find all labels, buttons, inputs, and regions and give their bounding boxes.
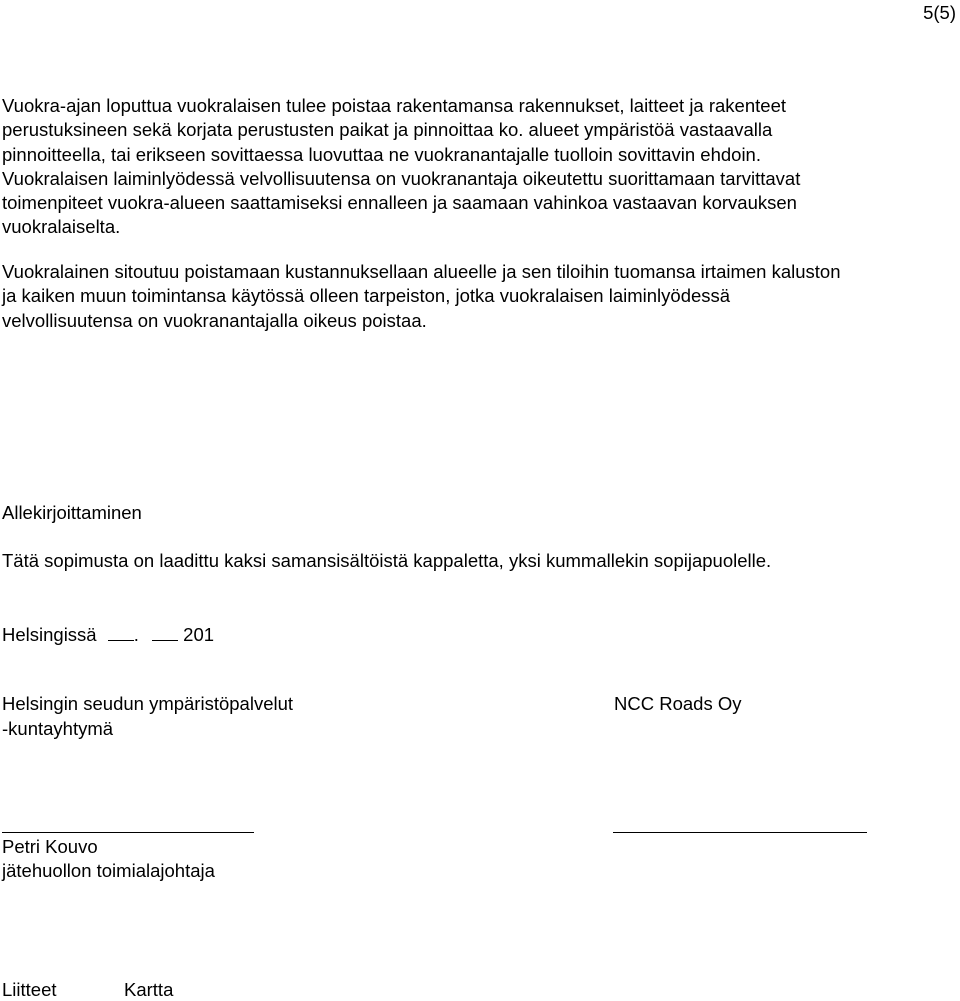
copies-statement: Tätä sopimusta on laadittu kaksi samansisältöistä kappaletta, yksi kummallekin sopijapuolelle. <box>2 550 772 571</box>
paragraph-line: toimenpiteet vuokra-alueen saattamiseksi ennalleen ja saamaan vahinkoa vastaavan korvauksen <box>2 192 797 214</box>
right-signature-line <box>613 832 867 833</box>
left-signature-line <box>2 832 254 833</box>
year-prefix: 201 <box>183 624 215 645</box>
day-blank <box>108 622 134 641</box>
place-date-line <box>2 622 214 646</box>
month-blank <box>152 622 178 641</box>
right-party-name: NCC Roads Oy <box>614 693 742 714</box>
page-number: 5(5) <box>923 2 956 23</box>
paragraph-line: Vuokra-ajan loputtua vuokralaisen tulee poistaa rakentamansa rakennukset, laitteet ja rakenteet <box>2 95 786 116</box>
paragraph-line: vuokralaiselta. <box>2 216 121 238</box>
left-party-name-line2: -kuntayhtymä <box>2 718 114 739</box>
place-label: Helsingissä <box>2 624 97 645</box>
paragraph-line: velvollisuutensa on vuokranantajalla oikeus poistaa. <box>2 309 427 331</box>
attachment-item: Kartta <box>124 979 174 1000</box>
removal-obligation-paragraph <box>2 94 947 240</box>
left-signer-name: Petri Kouvo <box>2 836 98 857</box>
paragraph-line: ja kaiken muun toimintansa käytössä olleen tarpeiston, jotka vuokralaisen laiminlyödessä <box>2 285 731 307</box>
paragraph-line: Vuokralaisen laiminlyödessä velvollisuutensa on vuokranantaja oikeutettu suorittamaan tarvittavat <box>2 167 801 189</box>
paragraph-line: Vuokralainen sitoutuu poistamaan kustannuksellaan alueelle ja sen tiloihin tuomansa irtaimen kaluston <box>2 261 841 282</box>
attachments-label: Liitteet <box>2 979 57 1000</box>
left-signer-title: jätehuollon toimialajohtaja <box>2 860 215 881</box>
signing-heading: Allekirjoittaminen <box>2 502 142 523</box>
date-separator: . <box>133 624 139 645</box>
paragraph-line: pinnoitteella, tai erikseen sovittaessa luovuttaa ne vuokranantajalle tuolloin sovittavin ehdoin. <box>2 143 761 165</box>
equipment-removal-paragraph <box>2 260 947 333</box>
left-party-name: Helsingin seudun ympäristöpalvelut <box>2 693 294 714</box>
paragraph-line: perustuksineen sekä korjata perustusten paikat ja pinnoittaa ko. alueet ympäristöä vastaavalla <box>2 119 773 141</box>
